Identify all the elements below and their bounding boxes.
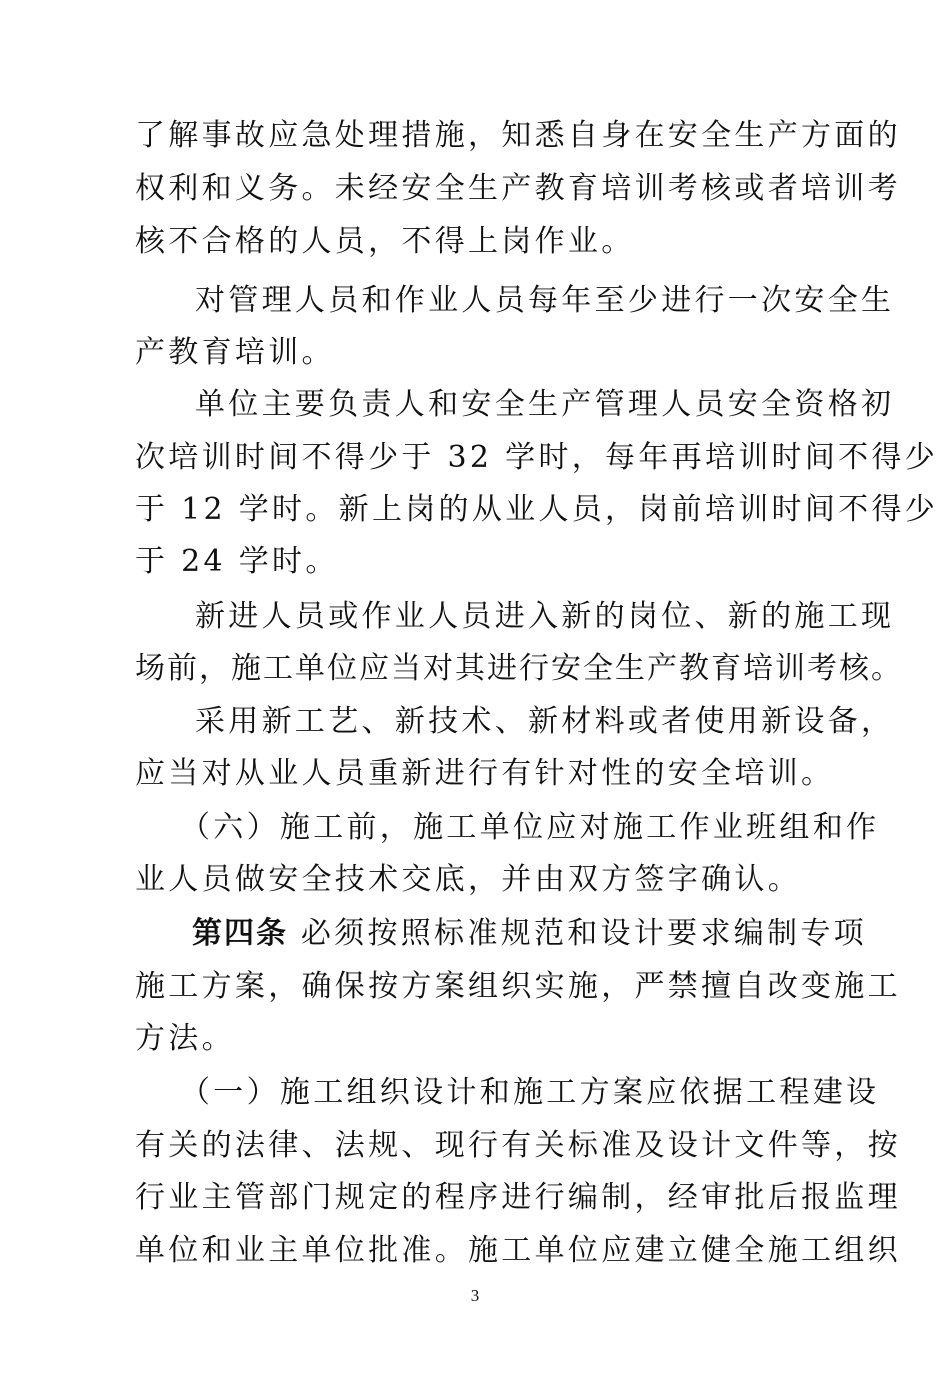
paragraph-first-line: 采用新工艺、新技术、新材料或者使用新设备， — [195, 704, 895, 739]
body-text-line: 应当对从业人员重新进行有针对性的安全培训。 — [135, 756, 835, 791]
paragraph-first-line: 单位主要负责人和安全生产管理人员安全资格初 — [195, 387, 895, 422]
paragraph-first-line: 新进人员或作业人员进入新的岗位、新的施工现 — [195, 599, 895, 634]
page-number: 3 — [470, 1286, 480, 1305]
body-text-line: 次培训时间不得少于 32 学时，每年再培训时间不得少 — [135, 440, 939, 475]
body-text-line: 了解事故应急处理措施，知悉自身在安全生产方面的 — [135, 118, 901, 153]
article-first-line — [192, 914, 867, 954]
body-text-line: 单位和业主单位批准。施工单位应建立健全施工组织 — [135, 1233, 901, 1268]
article-text: 必须按照标准规范和设计要求编制专项 — [300, 916, 867, 951]
body-text-line: 核不合格的人员，不得上岗作业。 — [135, 224, 635, 259]
body-text-line: 产教育培训。 — [135, 335, 335, 370]
body-text-line: 权利和义务。未经安全生产教育培训考核或者培训考 — [135, 171, 901, 206]
body-text-line: 场前，施工单位应当对其进行安全生产教育培训考核。 — [135, 651, 903, 686]
body-text-line: 行业主管部门规定的程序进行编制，经审批后报监理 — [135, 1180, 901, 1215]
paragraph-first-line: （一）施工组织设计和施工方案应依据工程建设 — [180, 1075, 880, 1110]
paragraph-first-line: （六）施工前，施工单位应对施工作业班组和作 — [180, 810, 880, 845]
body-text-line: 施工方案，确保按方案组织实施，严禁擅自改变施工 — [135, 969, 901, 1004]
article-heading: 第四条 — [192, 916, 288, 951]
body-text-line: 于 24 学时。 — [135, 544, 339, 579]
body-text-line: 方法。 — [135, 1021, 235, 1056]
body-text-line: 于 12 学时。新上岗的从业人员，岗前培训时间不得少 — [135, 492, 939, 527]
paragraph-first-line: 对管理人员和作业人员每年至少进行一次安全生 — [195, 283, 895, 318]
body-text-line: 有关的法律、法规、现行有关标准及设计文件等，按 — [135, 1128, 901, 1163]
body-text-line: 业人员做安全技术交底，并由双方签字确认。 — [135, 862, 801, 897]
